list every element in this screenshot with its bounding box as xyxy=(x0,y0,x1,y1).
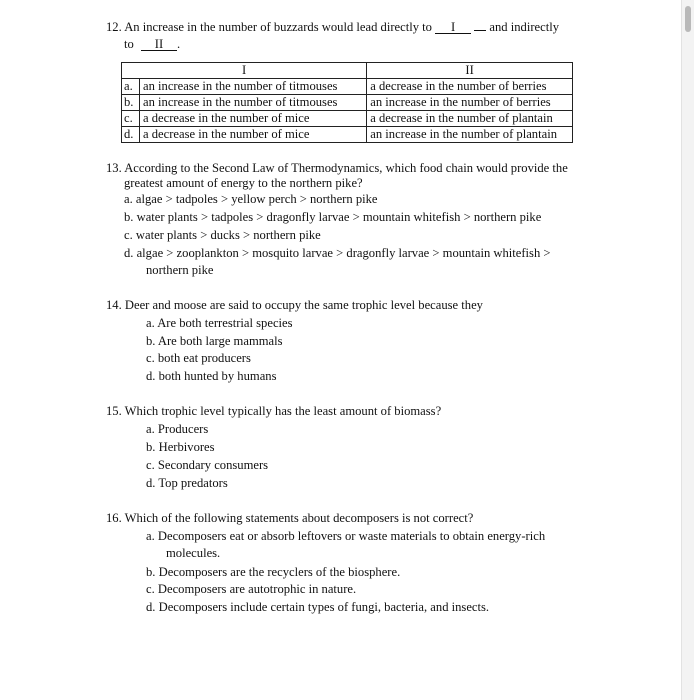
q12-line2 xyxy=(124,36,180,52)
q16-option-b: b. Decomposers are the recyclers of the biosphere. xyxy=(146,565,401,579)
row-col1: a decrease in the number of mice xyxy=(140,127,367,143)
table-row xyxy=(122,95,573,111)
q16-question: 16. Which of the following statements about decomposers is not correct? xyxy=(106,511,474,525)
q15-option-a: a. Producers xyxy=(146,422,209,436)
q13-question-line2: greatest amount of energy to the northern pike? xyxy=(124,176,363,190)
q12-text-b: and indirectly xyxy=(489,20,559,34)
q16-option-a: a. Decomposers eat or absorb leftovers or waste materials to obtain energy-rich xyxy=(146,529,546,543)
q13-option-a: a. algae > tadpoles > yellow perch > northern pike xyxy=(124,192,378,206)
q12-line1 xyxy=(106,17,559,35)
table-row xyxy=(122,127,573,143)
vertical-scrollbar[interactable] xyxy=(681,0,694,700)
scrollbar-thumb[interactable] xyxy=(685,6,691,32)
q16-option-c: c. Decomposers are autotrophic in nature. xyxy=(146,582,357,596)
row-letter: c. xyxy=(122,111,140,127)
row-col1: a decrease in the number of mice xyxy=(140,111,367,127)
q12-text-a: 12. An increase in the number of buzzards would lead directly to xyxy=(106,20,432,34)
q12-blank-1: I xyxy=(435,20,471,34)
row-col2: an increase in the number of berries xyxy=(367,95,573,111)
q14-option-a: a. Are both terrestrial species xyxy=(146,316,293,330)
row-col2: an increase in the number of plantain xyxy=(367,127,573,143)
q15-option-c: c. Secondary consumers xyxy=(146,458,269,472)
row-col2: a decrease in the number of berries xyxy=(367,79,573,95)
row-letter: a. xyxy=(122,79,140,95)
q12-text-d: . xyxy=(176,37,181,51)
table-header-col2: II xyxy=(367,63,573,79)
row-letter: b. xyxy=(122,95,140,111)
q12-blank-2: II xyxy=(141,37,177,51)
q13-option-d: d. algae > zooplankton > mosquito larvae > dragonfly larvae > mountain whitefish > xyxy=(124,246,551,260)
row-col1: an increase in the number of titmouses xyxy=(140,95,367,111)
q12-text-c: to xyxy=(124,37,134,51)
table-header-row xyxy=(122,63,573,79)
q15-option-b: b. Herbivores xyxy=(146,440,215,454)
q12-answer-table xyxy=(121,62,573,143)
q16-option-d: d. Decomposers include certain types of fungi, bacteria, and insects. xyxy=(146,600,490,614)
row-letter: d. xyxy=(122,127,140,143)
q14-option-d: d. both hunted by humans xyxy=(146,369,277,383)
q14-option-c: c. both eat producers xyxy=(146,351,251,365)
row-col2: a decrease in the number of plantain xyxy=(367,111,573,127)
q13-option-c: c. water plants > ducks > northern pike xyxy=(124,228,321,242)
q16-option-a-cont: molecules. xyxy=(166,546,221,560)
q15-option-d: d. Top predators xyxy=(146,476,228,490)
q14-question: 14. Deer and moose are said to occupy the same trophic level because they xyxy=(106,298,483,312)
q15-question: 15. Which trophic level typically has the least amount of biomass? xyxy=(106,404,442,418)
table-header-col1: I xyxy=(122,63,367,79)
q14-option-b: b. Are both large mammals xyxy=(146,334,283,348)
q13-question-line1: 13. According to the Second Law of Thermodynamics, which food chain would provide the xyxy=(106,161,568,175)
q13-option-b: b. water plants > tadpoles > dragonfly larvae > mountain whitefish > northern pike xyxy=(124,210,542,224)
q13-option-d-cont: northern pike xyxy=(146,263,214,277)
table-row xyxy=(122,79,573,95)
q12-blank-1-tail xyxy=(474,17,486,31)
table-row xyxy=(122,111,573,127)
row-col1: an increase in the number of titmouses xyxy=(140,79,367,95)
